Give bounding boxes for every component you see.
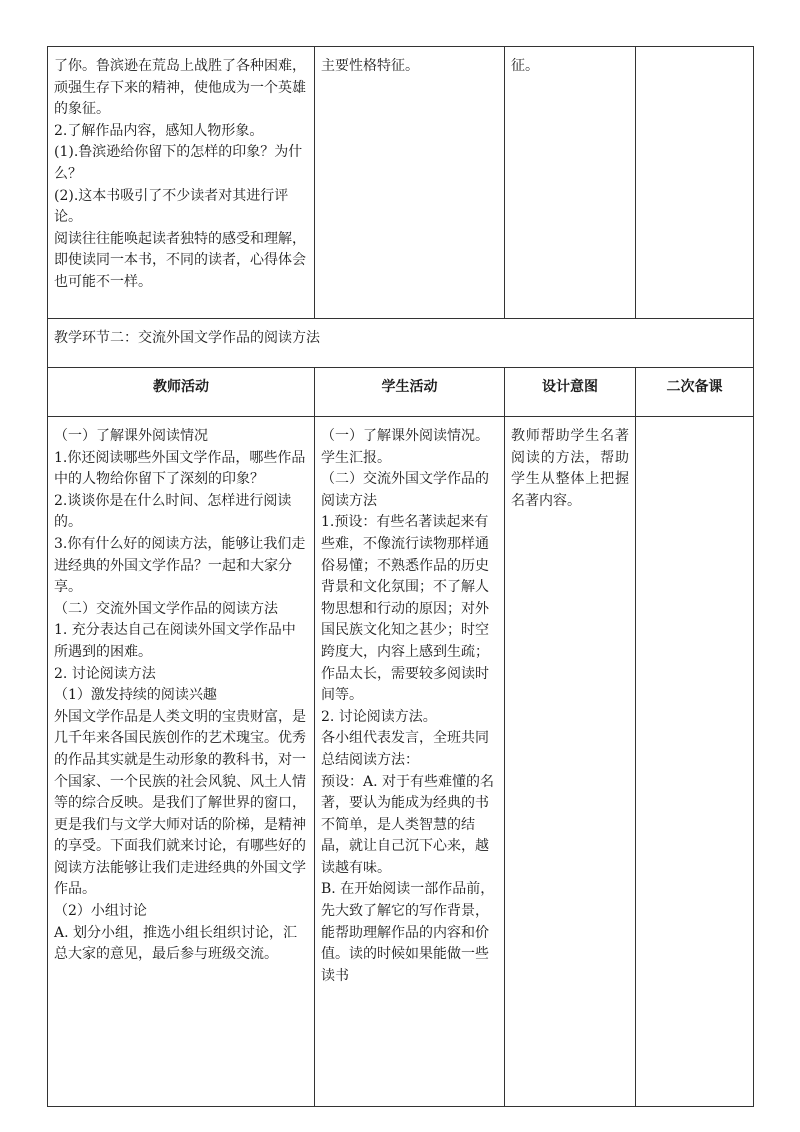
paragraph: B. 在开始阅读一部作品前，先大致了解它的写作背景，能帮助理解作品的内容和价值。读的时候如果能做一些读书 bbox=[321, 881, 495, 984]
design-intent-cell bbox=[505, 47, 636, 319]
continued-row bbox=[48, 47, 754, 319]
paragraph: （2）小组讨论 bbox=[54, 903, 147, 920]
paragraph: （一）了解课外阅读情况。 bbox=[321, 428, 489, 444]
paragraph: 主要性格特征。 bbox=[321, 58, 419, 74]
paragraph: 2.了解作品内容，感知人物形象。 bbox=[54, 122, 264, 139]
paragraph: （二）交流外国文学作品的阅读方法 bbox=[54, 600, 278, 617]
teacher-activity-cell bbox=[48, 417, 315, 1107]
paragraph: (1).鲁滨逊给你留下的怎样的印象？为什么？ bbox=[54, 144, 303, 182]
revision-cell bbox=[636, 417, 754, 1107]
student-activity-cell bbox=[315, 47, 505, 319]
paragraph: 2. 讨论阅读方法 bbox=[54, 665, 156, 682]
paragraph: 1.预设：有些名著读起来有些难，不像流行读物那样通俗易懂；不熟悉作品的历史背景和文化氛围；不了解人物思想和行动的原因；对外国民族文化知之甚少；时空跨度大，内容上感到生疏；作品太长，需要较多阅读时间等。 bbox=[321, 514, 489, 704]
paragraph: A. 划分小组，推选小组长组织讨论，汇总大家的意见，最后参与班级交流。 bbox=[54, 924, 298, 963]
revision-cell bbox=[636, 47, 754, 319]
paragraph: (2).这本书吸引了不少读者对其进行评论。 bbox=[54, 187, 289, 226]
section-title: 教学环节二：交流外国文学作品的阅读方法 bbox=[48, 319, 754, 368]
section-row bbox=[48, 319, 754, 368]
paragraph: 教师帮助学生名著阅读的方法，帮助学生从整体上把握名著内容。 bbox=[511, 428, 629, 509]
paragraph: 1. 充分表达自己在阅读外国文学作品中所遇到的困难。 bbox=[54, 622, 296, 660]
paragraph: （二）交流外国文学作品的阅读方法 bbox=[321, 471, 489, 509]
paragraph: 了你。鲁滨逊在荒岛上战胜了各种困难，顽强生存下来的精神，使他成为一个英雄的象征。 bbox=[54, 58, 306, 118]
header-row bbox=[48, 368, 754, 417]
design-intent-cell bbox=[505, 417, 636, 1107]
lesson-plan-table bbox=[47, 46, 754, 1107]
student-activity-cell bbox=[315, 417, 505, 1107]
paragraph: 各小组代表发言，全班共同总结阅读方法： bbox=[321, 730, 489, 768]
header-teacher: 教师活动 bbox=[48, 368, 315, 417]
paragraph: 2.谈谈你是在什么时间、怎样进行阅读的。 bbox=[54, 492, 292, 531]
header-revision: 二次备课 bbox=[636, 368, 754, 417]
header-student: 学生活动 bbox=[315, 368, 505, 417]
paragraph: 外国文学作品是人类文明的宝贵财富，是几千年来各国民族创作的艺术瑰宝。优秀的作品其实就是生动形象的教科书，对一个国家、一个民族的社会风貌、风土人情等的综合反映。是我们了解世界的窗口，更是我们与文学大师对话的阶梯，是精神的享受。下面我们就来讨论，有哪些好的阅读方法能够让我们走进经典的外国文学作品。 bbox=[54, 708, 306, 898]
paragraph: 预设：A. 对于有些难懂的名著，要认为能成为经典的书不简单，是人类智慧的结晶，就让自己沉下心来，越读越有味。 bbox=[321, 773, 495, 876]
activity-row bbox=[48, 417, 754, 1107]
paragraph: 2. 讨论阅读方法。 bbox=[321, 708, 437, 725]
paragraph: 3.你有什么好的阅读方法，能够让我们走进经典的外国文学作品？一起和大家分享。 bbox=[54, 535, 306, 596]
header-design: 设计意图 bbox=[505, 368, 636, 417]
paragraph: 征。 bbox=[511, 58, 539, 74]
paragraph: 学生汇报。 bbox=[321, 449, 391, 466]
paragraph: 阅读往往能唤起读者独特的感受和理解，即使读同一本书，不同的读者，心得体会也可能不一样。 bbox=[54, 230, 306, 290]
paragraph: （一）了解课外阅读情况 bbox=[54, 428, 208, 444]
paragraph: 1.你还阅读哪些外国文学作品，哪些作品中的人物给你留下了深刻的印象？ bbox=[54, 449, 306, 488]
paragraph: （1）激发持续的阅读兴趣 bbox=[54, 687, 217, 704]
teacher-activity-cell bbox=[48, 47, 315, 319]
